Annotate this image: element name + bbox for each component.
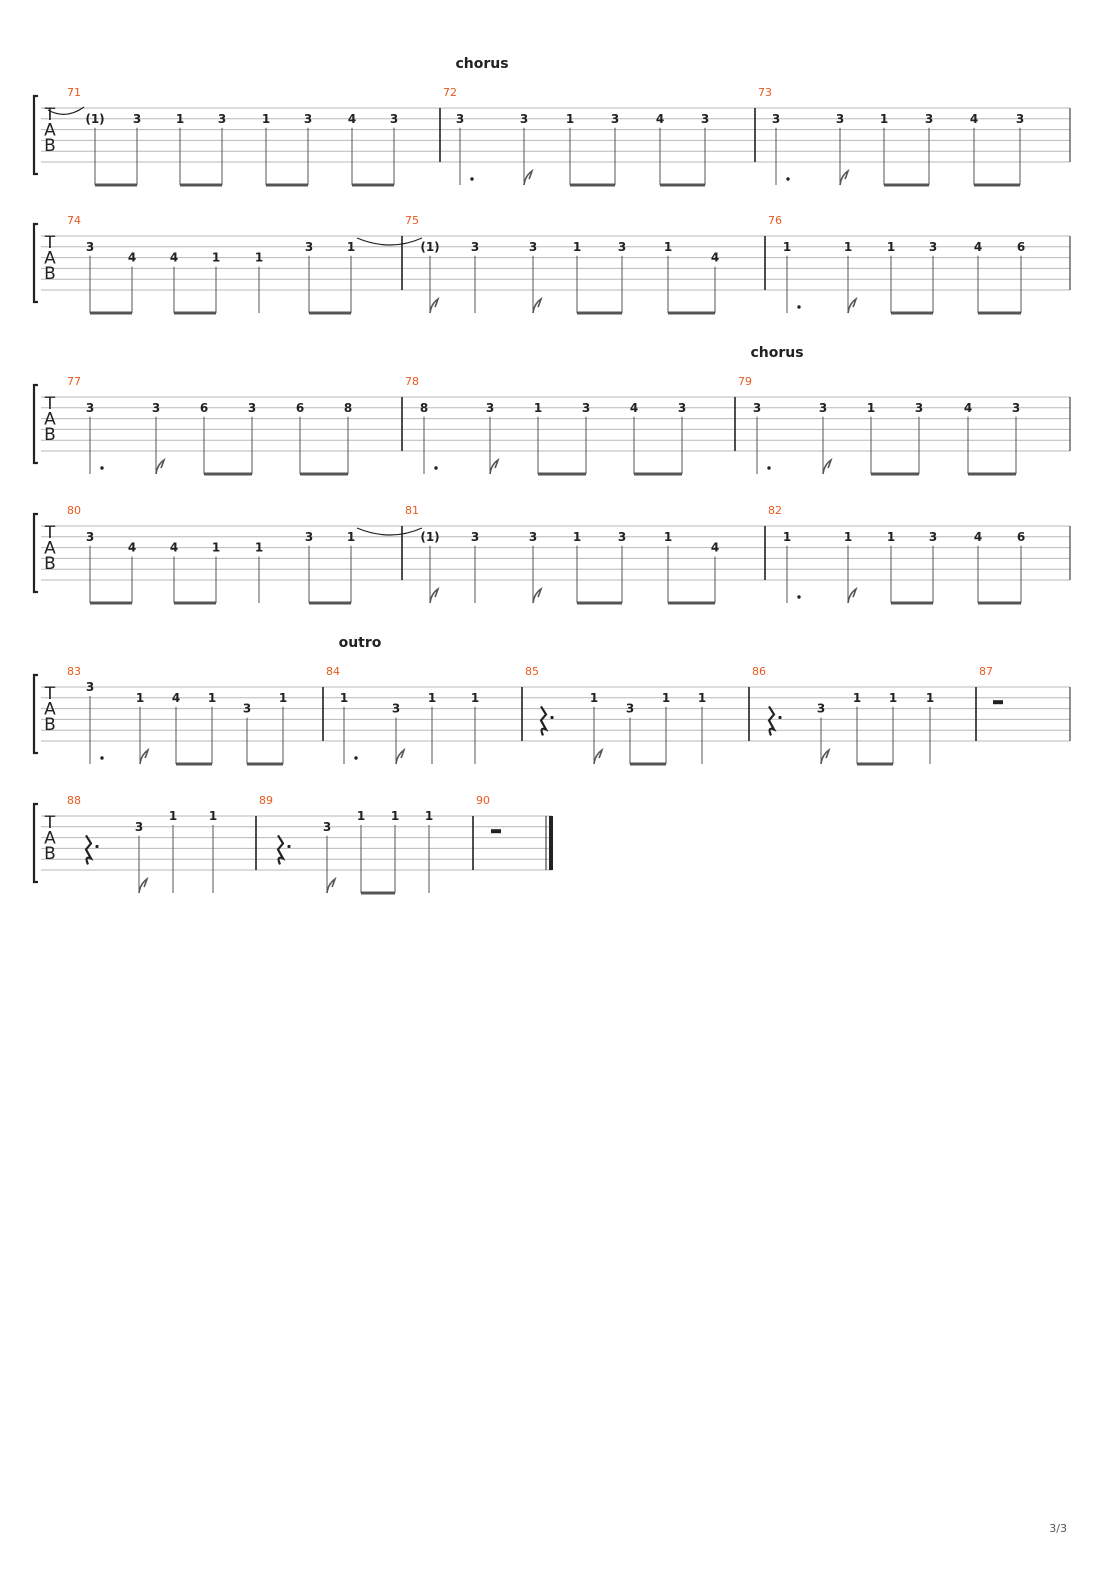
fret-number: 1: [211, 540, 221, 555]
tab-system: [34, 635, 1070, 764]
section-label: chorus: [750, 345, 804, 361]
eighth-flag: [430, 589, 438, 603]
tab-clef-letter: B: [44, 715, 56, 735]
fret-number: 1: [888, 690, 898, 705]
fret-number: 3: [816, 701, 826, 716]
eighth-flag: [396, 750, 404, 764]
fret-number: 1: [879, 111, 889, 126]
system-bracket: [34, 514, 38, 592]
tab-system: [34, 345, 1070, 474]
fret-number: 3: [85, 239, 95, 254]
fret-number: 3: [132, 111, 142, 126]
fret-number: 1: [572, 239, 582, 254]
eighth-flag: [821, 750, 829, 764]
fret-number: 6: [295, 400, 305, 415]
fret-number: 4: [169, 540, 179, 555]
fret-number: 3: [485, 400, 495, 415]
system-bracket: [34, 675, 38, 753]
fret-number: 1: [278, 690, 288, 705]
fret-number: 3: [242, 701, 252, 716]
section-label: outro: [338, 635, 382, 651]
system-bracket: [34, 385, 38, 463]
dot: [797, 305, 800, 308]
tab-clef-letter: T: [44, 684, 56, 704]
fret-number: 3: [924, 111, 934, 126]
fret-number: 4: [127, 540, 137, 555]
fret-number: 3: [391, 701, 401, 716]
fret-number: 4: [347, 111, 357, 126]
dot: [434, 466, 437, 469]
measure-number: 86: [752, 665, 766, 678]
fret-number: 1: [697, 690, 707, 705]
tab-clef-letter: T: [44, 394, 56, 414]
tab-clef-letter: B: [44, 844, 56, 864]
fret-number: 3: [528, 529, 538, 544]
dot: [100, 466, 103, 469]
fret-number: 8: [343, 400, 353, 415]
fret-number: 3: [304, 239, 314, 254]
tab-system: [34, 504, 1070, 603]
eighth-flag: [848, 299, 856, 313]
page-number: 3/3: [1049, 1522, 1067, 1535]
fret-number: 3: [247, 400, 257, 415]
fret-number: 3: [700, 111, 710, 126]
fret-number: 1: [427, 690, 437, 705]
measure-number: 83: [67, 665, 81, 678]
eighth-flag: [490, 460, 498, 474]
fret-number: 1: [782, 529, 792, 544]
fret-number: 3: [818, 400, 828, 415]
tie: [357, 238, 422, 245]
dot: [797, 595, 800, 598]
dot: [354, 756, 357, 759]
fret-number: 3: [581, 400, 591, 415]
measure-number: 76: [768, 214, 782, 227]
fret-number: 3: [914, 400, 924, 415]
fret-number: 3: [752, 400, 762, 415]
dot: [767, 466, 770, 469]
tab-clef-letter: A: [44, 538, 56, 559]
tab-clef-letter: B: [44, 264, 56, 284]
eighth-flag: [848, 589, 856, 603]
fret-number: 1: [843, 239, 853, 254]
fret-number: 1: [254, 250, 264, 265]
measure-number: 90: [476, 794, 490, 807]
fret-number: 1: [533, 400, 543, 415]
measure-number: 73: [758, 86, 772, 99]
fret-number: 4: [973, 529, 983, 544]
tab-system: [34, 794, 552, 893]
fret-number: (1): [85, 111, 105, 126]
tab-clef-letter: A: [44, 828, 56, 849]
fret-number: 1: [661, 690, 671, 705]
fret-number: 1: [346, 529, 356, 544]
measure-number: 71: [67, 86, 81, 99]
fret-number: 3: [151, 400, 161, 415]
measure-number: 79: [738, 375, 752, 388]
fret-number: 3: [610, 111, 620, 126]
tab-clef-letter: A: [44, 120, 56, 141]
rest-dot: [95, 845, 98, 848]
fret-number: 3: [455, 111, 465, 126]
eighth-flag: [140, 750, 148, 764]
fret-number: 4: [973, 239, 983, 254]
half-rest: [491, 829, 501, 833]
fret-number: 4: [171, 690, 181, 705]
fret-number: 1: [866, 400, 876, 415]
fret-number: 8: [419, 400, 429, 415]
fret-number: 3: [928, 529, 938, 544]
fret-number: 1: [207, 690, 217, 705]
fret-number: 4: [710, 250, 720, 265]
fret-number: 3: [1011, 400, 1021, 415]
tab-system: [34, 214, 1070, 313]
fret-number: 3: [625, 701, 635, 716]
fret-number: 3: [470, 239, 480, 254]
half-rest: [993, 700, 1003, 704]
tab-clef-letter: T: [44, 813, 56, 833]
fret-number: 1: [339, 690, 349, 705]
measure-number: 77: [67, 375, 81, 388]
fret-number: 1: [565, 111, 575, 126]
fret-number: 1: [261, 111, 271, 126]
dot: [786, 177, 789, 180]
system-bracket: [34, 804, 38, 882]
system-bracket: [34, 224, 38, 302]
tab-clef-letter: A: [44, 699, 56, 720]
eighth-flag: [840, 171, 848, 185]
fret-number: 6: [1016, 239, 1026, 254]
eighth-flag: [524, 171, 532, 185]
fret-number: 4: [969, 111, 979, 126]
fret-number: 1: [589, 690, 599, 705]
tab-clef-letter: T: [44, 233, 56, 253]
fret-number: 3: [389, 111, 399, 126]
fret-number: 1: [346, 239, 356, 254]
fret-number: 1: [211, 250, 221, 265]
tab-clef-letter: A: [44, 248, 56, 269]
measure-number: 74: [67, 214, 81, 227]
fret-number: 3: [835, 111, 845, 126]
fret-number: 4: [169, 250, 179, 265]
fret-number: 1: [175, 111, 185, 126]
fret-number: 1: [424, 809, 434, 823]
tab-clef-letter: B: [44, 136, 56, 156]
fret-number: 1: [663, 239, 673, 254]
fret-number: 6: [1016, 529, 1026, 544]
rest-dot: [287, 845, 290, 848]
tab-clef-letter: B: [44, 554, 56, 574]
system-bracket: [34, 96, 38, 174]
dot: [100, 756, 103, 759]
systems-layer: [34, 56, 1070, 893]
fret-number: 3: [85, 400, 95, 415]
fret-number: 1: [470, 690, 480, 705]
fret-number: 1: [663, 529, 673, 544]
fret-number: 1: [843, 529, 853, 544]
fret-number: 1: [852, 690, 862, 705]
fret-number: 1: [782, 239, 792, 254]
fret-number: 1: [356, 809, 366, 823]
measure-number: 89: [259, 794, 273, 807]
quarter-rest: [86, 835, 91, 864]
eighth-flag: [823, 460, 831, 474]
measure-number: 78: [405, 375, 419, 388]
eighth-flag: [533, 589, 541, 603]
fret-number: 3: [528, 239, 538, 254]
measure-number: 72: [443, 86, 457, 99]
quarter-rest: [541, 706, 546, 735]
fret-number: 3: [617, 239, 627, 254]
fret-number: (1): [420, 529, 440, 544]
fret-number: 3: [928, 239, 938, 254]
rest-dot: [778, 716, 781, 719]
fret-number: 6: [199, 400, 209, 415]
tie: [357, 528, 422, 535]
fret-number: 3: [303, 111, 313, 126]
fret-number: 4: [655, 111, 665, 126]
measure-number: 84: [326, 665, 340, 678]
tab-clef-letter: T: [44, 105, 56, 125]
fret-number: 1: [572, 529, 582, 544]
dot: [470, 177, 473, 180]
fret-number: 4: [710, 540, 720, 555]
measure-number: 85: [525, 665, 539, 678]
tab-clef-letter: A: [44, 409, 56, 430]
fret-number: 3: [85, 680, 95, 694]
eighth-flag: [533, 299, 541, 313]
fret-number: 1: [135, 690, 145, 705]
fret-number: (1): [420, 239, 440, 254]
fret-number: 3: [519, 111, 529, 126]
fret-number: 1: [886, 529, 896, 544]
tab-system: [34, 56, 1070, 185]
fret-number: 3: [677, 400, 687, 415]
measure-number: 82: [768, 504, 782, 517]
fret-number: 3: [470, 529, 480, 544]
fret-number: 1: [886, 239, 896, 254]
fret-number: 3: [1015, 111, 1025, 126]
fret-number: 3: [134, 819, 144, 834]
rest-dot: [550, 716, 553, 719]
measure-number: 75: [405, 214, 419, 227]
eighth-flag: [139, 879, 147, 893]
quarter-rest: [769, 706, 774, 735]
fret-number: 3: [322, 819, 332, 834]
measure-number: 88: [67, 794, 81, 807]
fret-number: 1: [390, 809, 400, 823]
fret-number: 1: [925, 690, 935, 705]
measure-number: 87: [979, 665, 993, 678]
fret-number: 4: [127, 250, 137, 265]
eighth-flag: [156, 460, 164, 474]
fret-number: 3: [304, 529, 314, 544]
quarter-rest: [278, 835, 283, 864]
eighth-flag: [327, 879, 335, 893]
eighth-flag: [430, 299, 438, 313]
fret-number: 4: [629, 400, 639, 415]
measure-number: 80: [67, 504, 81, 517]
fret-number: 1: [254, 540, 264, 555]
fret-number: 3: [85, 529, 95, 544]
fret-number: 3: [771, 111, 781, 126]
fret-number: 1: [208, 809, 218, 823]
eighth-flag: [594, 750, 602, 764]
fret-number: 1: [168, 809, 178, 823]
fret-number: 4: [963, 400, 973, 415]
tab-clef-letter: T: [44, 523, 56, 543]
tab-clef-letter: B: [44, 425, 56, 445]
section-label: chorus: [455, 56, 509, 72]
fret-number: 3: [217, 111, 227, 126]
measure-number: 81: [405, 504, 419, 517]
fret-number: 3: [617, 529, 627, 544]
